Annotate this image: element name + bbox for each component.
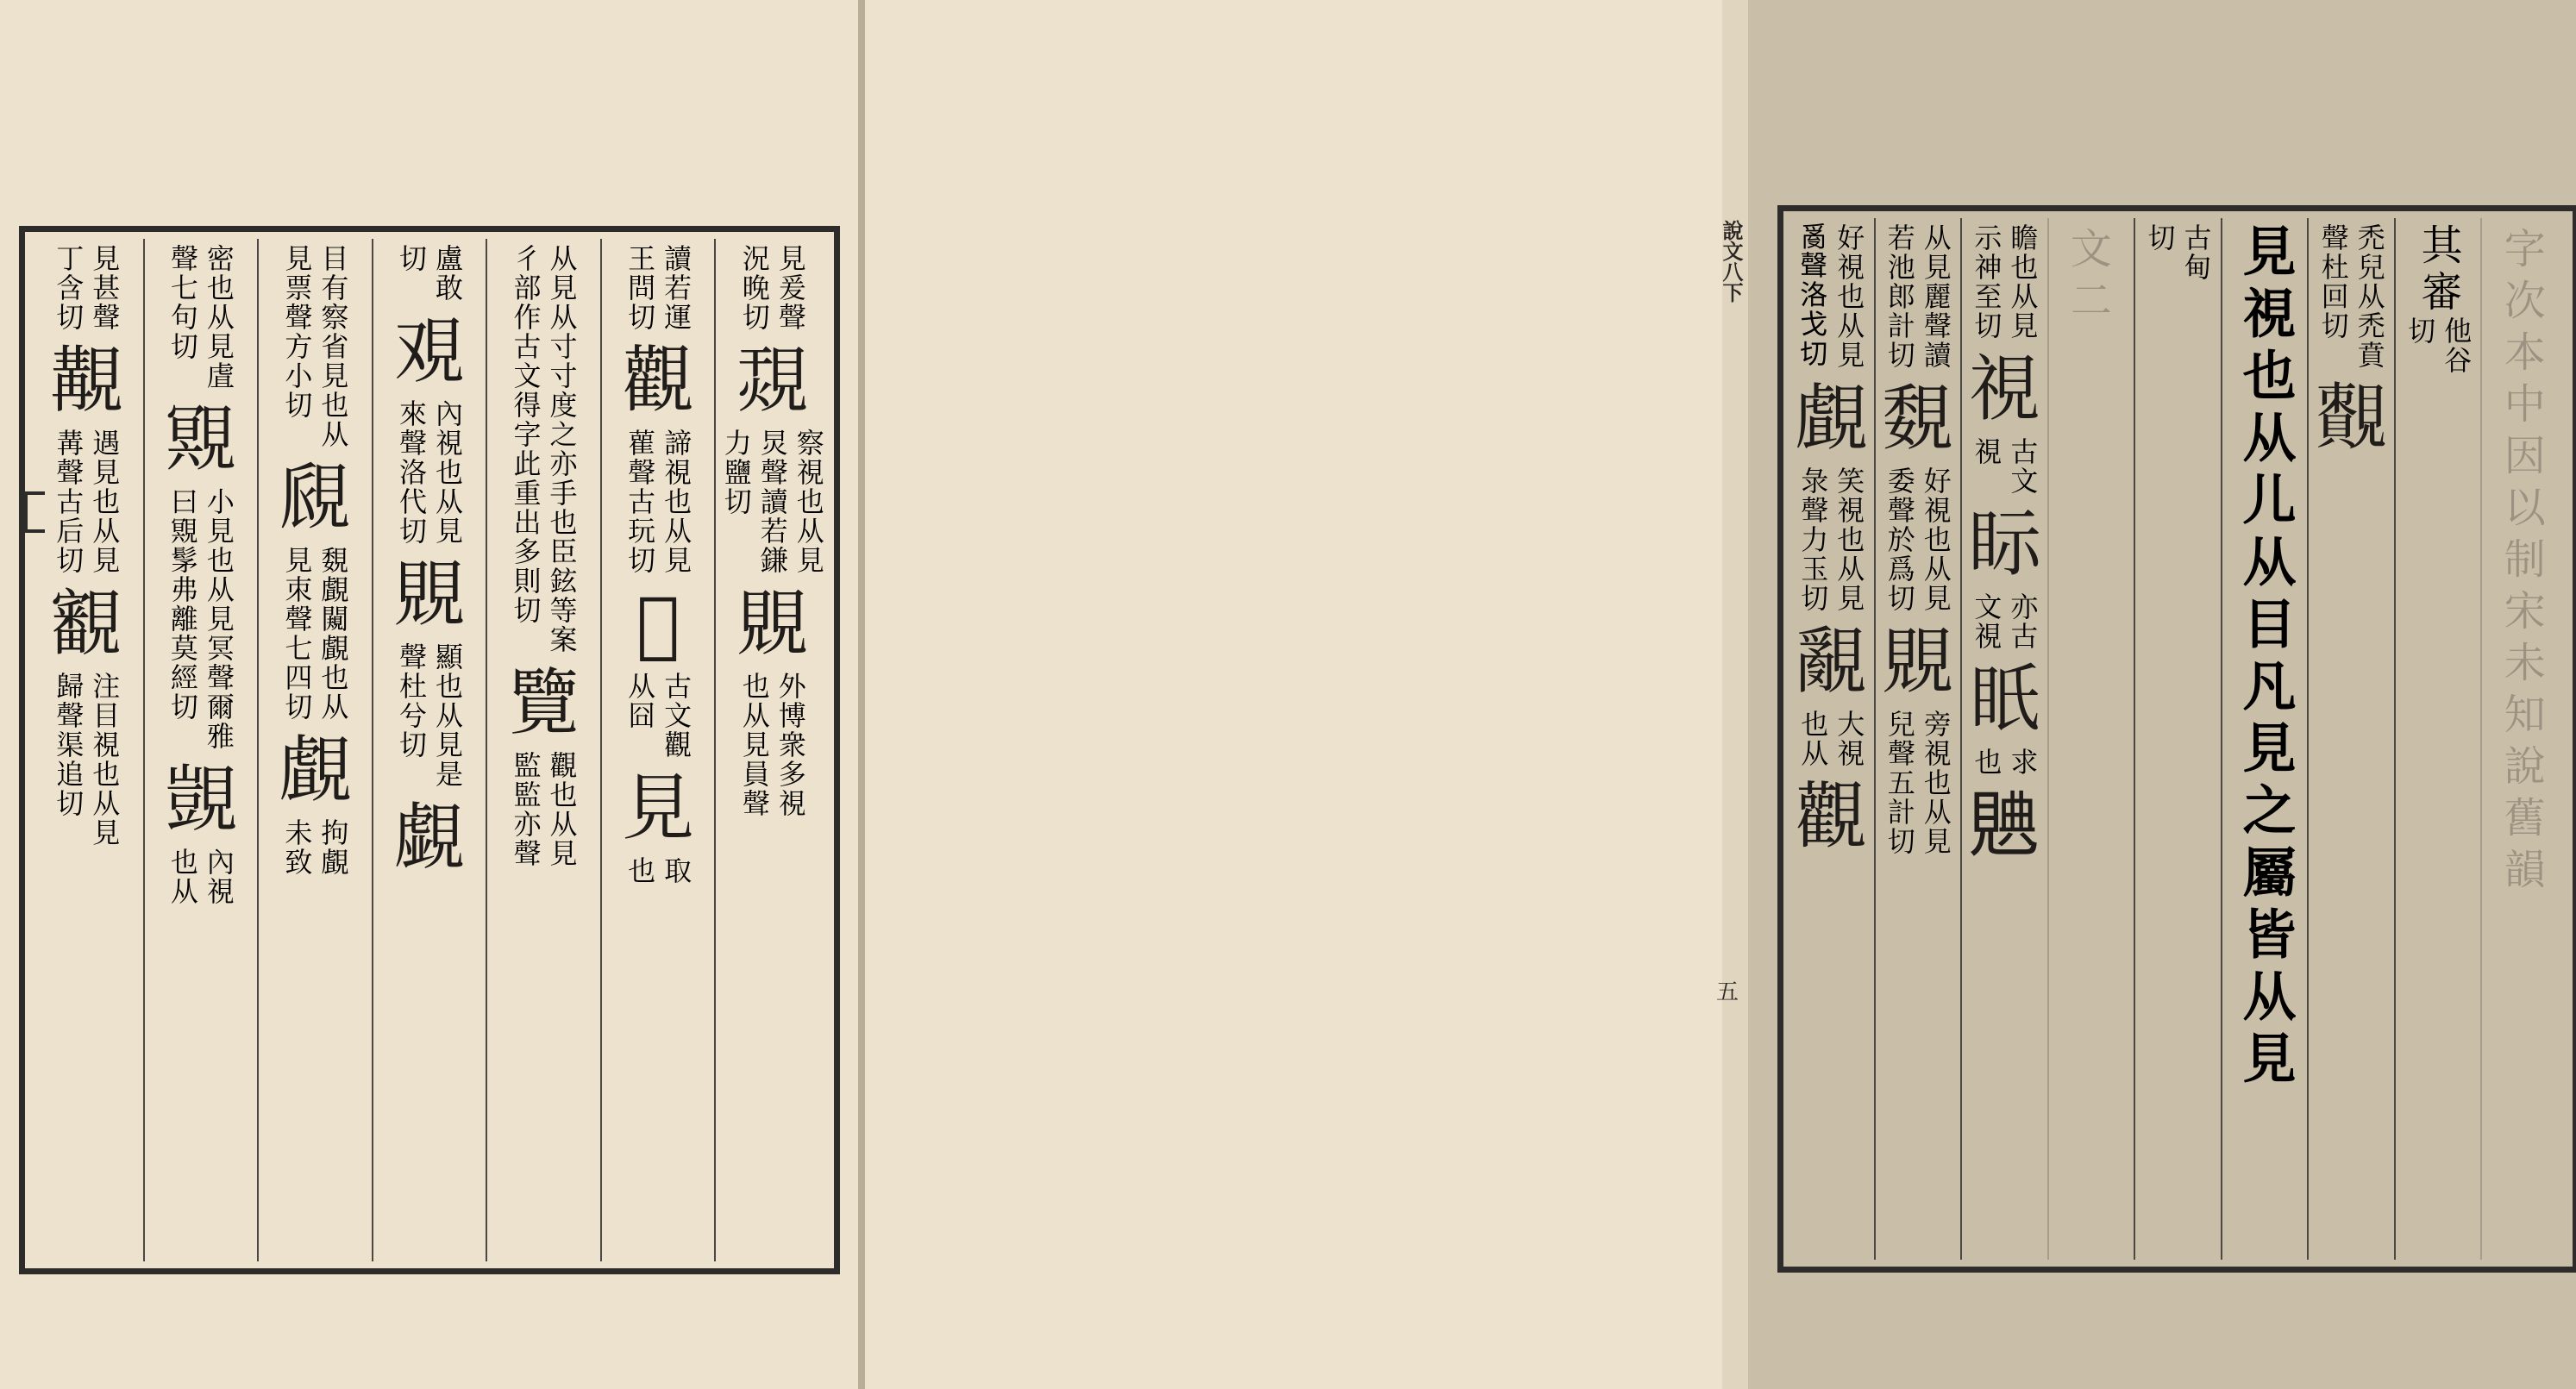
annotation-line: 視: [1970, 437, 2003, 466]
annotation-line: 彳部作古文得字此重出多則切: [509, 244, 542, 625]
annotation-line: 求: [2006, 748, 2040, 777]
annotation-line: 注目視也从見: [88, 672, 122, 848]
seal-script-glyph: 覌: [392, 309, 466, 393]
annotation-line: 也从: [1796, 710, 1830, 768]
annotation-line: 察視也从見: [792, 429, 825, 575]
annotation-block: [2404, 316, 2473, 375]
seal-script-glyph: 覽: [507, 660, 580, 745]
annotation-block: [395, 399, 464, 546]
seal-script-glyph: 眎: [1968, 502, 2041, 586]
annotation-line: 見爰聲: [774, 244, 807, 332]
seal-script-glyph: 𥋬: [636, 581, 680, 666]
annotation-line: 王問切: [624, 244, 657, 332]
annotation-line: 力鹽切: [719, 429, 753, 516]
annotation-line: 諦視也从見: [660, 429, 693, 575]
annotation-line: 遇見也从見: [88, 429, 122, 575]
show-through-glyph: 字: [2504, 225, 2546, 273]
annotation-line: 讀若運: [660, 244, 693, 332]
show-through-glyph: 宋: [2504, 587, 2546, 635]
seal-script-glyph: 覛: [279, 455, 352, 540]
text-column: [600, 239, 715, 1261]
annotation-line: 禿兒从禿賁: [2353, 223, 2386, 370]
annotation-line: 聲杜回切: [2316, 223, 2350, 341]
annotation-line: 亦古: [2006, 592, 2040, 651]
seal-script-glyph: 覞: [736, 581, 809, 666]
annotation-block: [166, 848, 235, 906]
annotation-line: 見甚聲: [88, 244, 122, 332]
annotation-line: 歸聲渠追切: [52, 672, 85, 818]
text-column: [2134, 218, 2221, 1260]
annotation-block: [280, 244, 349, 449]
left-page-frame: [19, 226, 840, 1274]
annotation-line: 兒聲五計切: [1883, 710, 1916, 856]
reading-glyphs: 其審: [2414, 223, 2463, 316]
annotation-block: [738, 672, 807, 818]
text-column: [714, 239, 829, 1261]
seal-script-glyph: 覞: [1881, 619, 1954, 704]
text-column: [30, 239, 143, 1261]
annotation-line: 切: [2404, 316, 2437, 346]
text-column: [2307, 218, 2394, 1260]
annotation-block: [1970, 223, 2039, 341]
annotation-line: 古文: [2006, 437, 2040, 496]
seal-script-glyph: 覞: [392, 552, 466, 636]
show-through-glyph: 二: [2070, 277, 2112, 325]
annotation-line: 曰覭髳弗離莫經切: [166, 487, 199, 722]
annotation-block: [52, 244, 121, 332]
annotation-line: 也: [1970, 748, 2003, 777]
page-number: 五: [1716, 979, 1739, 1005]
seal-script-glyph: 覰: [279, 728, 352, 812]
annotation-line: 旁視也从見: [1919, 710, 1952, 856]
seal-script-glyph: 覶: [1795, 619, 1868, 704]
text-column: [257, 239, 372, 1261]
annotation-line: 盧敢: [430, 244, 464, 303]
annotation-line: 若池郎計切: [1883, 223, 1916, 370]
annotation-line: 雚聲古玩切: [624, 429, 657, 575]
annotation-block: [166, 244, 235, 391]
annotation-line: 切: [394, 244, 428, 273]
annotation-line: 好視也从見: [1919, 466, 1952, 613]
seal-script-glyph: 𧢔: [2315, 376, 2388, 460]
annotation-block: [1796, 223, 1865, 370]
annotation-line: 密也从見虘: [202, 244, 235, 391]
annotation-line: 聲七句切: [166, 244, 199, 361]
annotation-block: [1796, 466, 1865, 613]
seal-script-glyph: 眂: [1968, 657, 2041, 741]
annotation-block: [510, 244, 579, 654]
annotation-line: 大視: [1833, 710, 1866, 768]
annotation-line: 也从: [166, 848, 199, 906]
annotation-line: 觀也从見: [545, 751, 579, 868]
show-through-glyph: 以: [2504, 484, 2546, 532]
annotation-block: [624, 429, 693, 575]
annotation-line: 況晚切: [737, 244, 771, 332]
seal-script-glyph: 覾: [50, 581, 123, 666]
annotation-block: [395, 642, 464, 789]
annotation-line: 監監亦聲: [509, 751, 542, 868]
show-through-glyph: 次: [2504, 277, 2546, 325]
annotation-block: [1883, 223, 1952, 370]
seal-script-glyph: 覯: [50, 338, 123, 422]
show-through-glyph: 說: [2504, 742, 2546, 791]
seal-script-glyph: 覝: [736, 338, 809, 422]
annotation-line: 見朿聲七四切: [280, 546, 314, 722]
annotation-line: 炅聲讀若鎌: [755, 429, 789, 575]
annotation-block: [1970, 748, 2039, 777]
annotation-line: 拘覰: [317, 818, 350, 877]
seal-script-glyph: 覣: [1881, 376, 1954, 460]
annotation-block: [1970, 592, 2039, 651]
annotation-block: [1883, 466, 1952, 613]
text-column: [2221, 218, 2308, 1260]
annotation-block: [2143, 223, 2212, 282]
left-page: [0, 0, 858, 1389]
radical-definition: 見視也从儿从目凡見之屬皆从見: [2234, 223, 2297, 1092]
annotation-block: [1883, 710, 1952, 856]
annotation-line: 目有察省見也从: [317, 244, 350, 449]
annotation-line: 顯也从見是: [430, 642, 464, 789]
annotation-line: 古甸: [2179, 223, 2213, 282]
seal-script-glyph: 見: [622, 766, 695, 850]
annotation-block: [1970, 437, 2039, 496]
show-through-glyph: 中: [2504, 380, 2546, 429]
show-through-glyph: 文: [2070, 225, 2112, 273]
show-through-glyph: 制: [2504, 535, 2546, 584]
annotation-line: 也: [624, 856, 657, 885]
annotation-block: [738, 244, 807, 332]
annotation-block: [624, 244, 693, 332]
annotation-block: [2317, 223, 2386, 370]
annotation-block: [280, 818, 349, 877]
annotation-line: 文視: [1970, 592, 2003, 651]
annotation-line: 覣覰闚覰也从: [317, 546, 350, 722]
seal-script-glyph: 𧡝: [1968, 783, 2041, 867]
text-column: [1874, 218, 1961, 1260]
seal-script-glyph: 覷: [392, 795, 466, 879]
annotation-line: 未致: [280, 818, 314, 877]
seal-script-glyph: 覬: [164, 757, 237, 842]
annotation-line: 也从見員聲: [737, 672, 771, 818]
annotation-block: [624, 856, 693, 885]
annotation-line: 內視也从見: [430, 399, 464, 546]
text-column: [1960, 218, 2047, 1260]
seal-script-glyph: 觀: [622, 338, 695, 422]
annotation-line: 丁含切: [52, 244, 85, 332]
right-page-frame: [1777, 205, 2576, 1273]
text-column: [2394, 218, 2481, 1260]
annotation-block: [166, 487, 235, 751]
right-columns: [1789, 218, 2567, 1260]
show-through-glyph: 舊: [2504, 794, 2546, 842]
annotation-block: [624, 672, 693, 760]
next-leaf-edge: [1719, 0, 1748, 1389]
annotation-line: 从囧: [624, 672, 657, 730]
seal-script-glyph: 觀: [1795, 774, 1868, 859]
show-through-glyph: 本: [2504, 328, 2546, 377]
show-through-glyph: 因: [2504, 432, 2546, 480]
annotation-block: [52, 429, 121, 575]
annotation-block: [720, 429, 825, 575]
spine-label: 說文八下: [1719, 220, 1744, 303]
seal-script-glyph: 覰: [1795, 376, 1868, 460]
annotation-line: 从見麗聲讀: [1919, 223, 1952, 370]
left-columns: [30, 239, 829, 1261]
annotation-line: 內視: [202, 848, 235, 906]
annotation-line: 他谷: [2440, 316, 2473, 375]
annotation-line: 冓聲古后切: [52, 429, 85, 575]
annotation-line: 笑視也从見: [1833, 466, 1866, 613]
show-through-glyph: 韻: [2504, 846, 2546, 894]
seal-script-glyph: 覭: [164, 397, 237, 481]
annotation-line: 外博衆多視: [774, 672, 807, 818]
annotation-line: 委聲於爲切: [1883, 466, 1916, 613]
text-column: [1789, 218, 1874, 1260]
text-column: [2480, 218, 2567, 1260]
annotation-block: [1796, 710, 1865, 768]
annotation-line: 好視也从見: [1833, 223, 1866, 370]
annotation-block: [52, 672, 121, 848]
annotation-line: 古文觀: [660, 672, 693, 760]
text-column: [143, 239, 258, 1261]
text-column: [2047, 218, 2134, 1260]
annotation-line: 見票聲方小切: [280, 244, 314, 420]
annotation-block: [280, 546, 349, 722]
annotation-line: 小見也从見冥聲爾雅: [202, 487, 235, 751]
annotation-line: 示神至切: [1970, 223, 2003, 341]
show-through-glyph: 知: [2504, 691, 2546, 739]
show-through-glyph: 未: [2504, 639, 2546, 687]
annotation-line: 彔聲力玉切: [1796, 466, 1830, 613]
annotation-line: 𤔔聲洛戈切: [1796, 223, 1830, 370]
annotation-block: [395, 244, 464, 303]
annotation-line: 來聲洛代切: [394, 399, 428, 546]
text-column: [372, 239, 486, 1261]
seal-script-glyph: 視: [1968, 347, 2041, 431]
annotation-block: [510, 751, 579, 868]
annotation-line: 瞻也从見: [2006, 223, 2040, 341]
annotation-line: 聲杜兮切: [394, 642, 428, 760]
annotation-line: 从見从寸寸度之亦手也臣鉉等案: [545, 244, 579, 654]
book-gutter: [858, 0, 865, 1389]
annotation-line: 取: [660, 856, 693, 885]
annotation-line: 切: [2143, 223, 2177, 253]
text-column: [486, 239, 600, 1261]
